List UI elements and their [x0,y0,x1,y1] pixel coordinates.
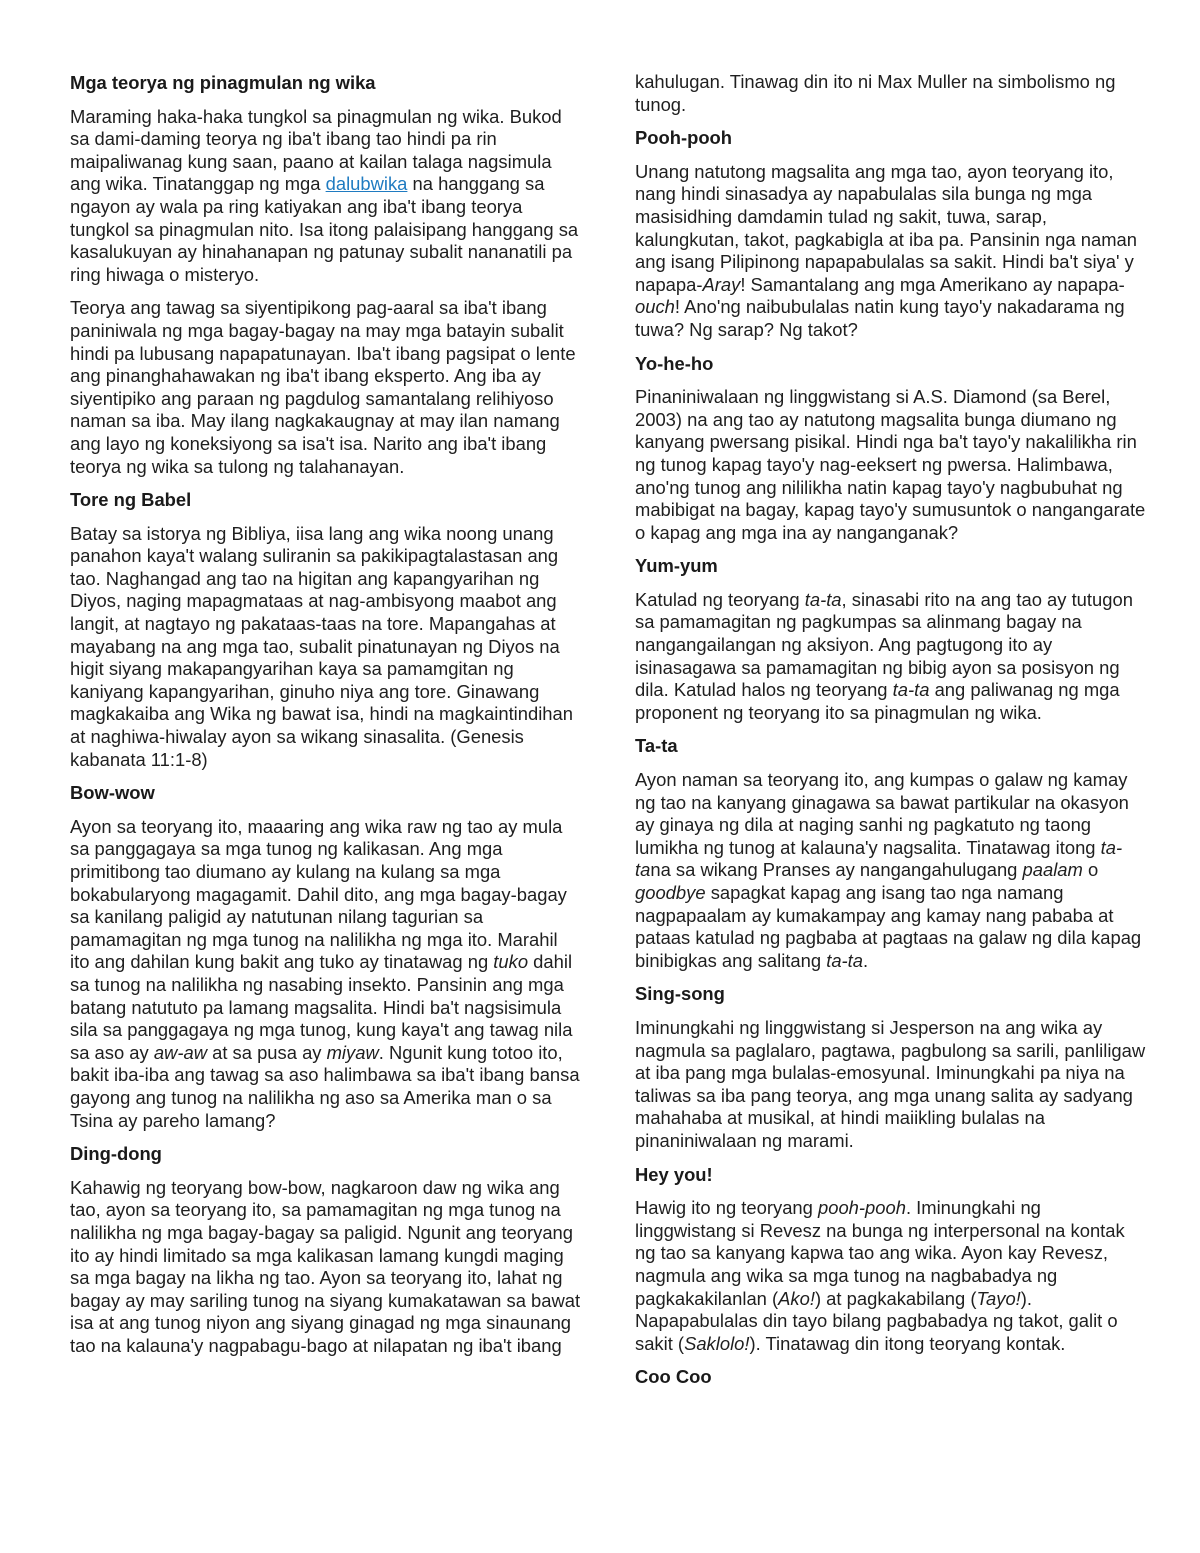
sing-song-paragraph: Iminungkahi ng linggwistang si Jesperson na ang wika ay nagmula sa paglalaro, pagtawa, pagbulong sa sarili, panliligaw at iba pang mga bulalas-emosyunal. Iminungkahi pa niya na taliwas sa iba pang teorya, ang mga unang salita ay sadyang mahahaba at musikal, at hindi maiikling bulalas na pinaniniwalaan ng marami. [635,1016,1146,1151]
pooh-pooh-paragraph: Unang natutong magsalita ang mga tao, ayon teoryang ito, nang hindi sinasadya ay napabulalas sila bunga ng mga masisidhing damdamin tulad ng sakit, tuwa, sarap, kalungkutan, takot, pagkabigla at iba pa. Pansinin nga naman ang isang Pilipinong napapabulalas sa sakit. Hindi ba't siya' y napapa-Aray! Samantalang ang mga Amerikano ay napapa-ouch! Ano'ng naibubulalas natin kung tayo'y nakadarama ng tuwa? Ng sarap? Ng takot? [635,160,1138,340]
intro-paragraph-2: Teorya ang tawag sa siyentipikong pag-aaral sa iba't ibang paniniwala ng mga bagay-bagay na may mga batayin subalit hindi pa lubusang napapatunayan. Iba't ibang pagsipat o lente ang pinanghahawakan ng iba't ibang eksperto. Ang iba ay siyentipiko ang paraan ng pagdulog samantalang relihiyoso naman sa iba. May ilang nagkakaugnay at may ilan namang ang layo ng koneksiyong sa isa't isa. Narito ang iba't ibang teorya ng wika sa tulong ng talahanayan. [70,297,576,477]
section-heading-sing-song: Sing-song [635,983,725,1005]
section-heading-ta-ta: Ta-ta [635,735,678,757]
tore-ng-babel-paragraph: Batay sa istorya ng Bibliya, iisa lang ang wika noong unang panahon kaya't walang suliranin sa pakikipagtalastasan ang tao. Naghangad ang tao na higitan ang kapangyarihan ng Diyos, naging mapagmataas at nag-ambisyong maabot ang langit, at nagtayo ng pakataas-taas na tore. Mapangahas at mayabang na ang mga tao, subalit pinatunayan ng Diyos na higit siyang makapangyarihan kaya sa pamamgitan ng kaniyang kapangyarihan, ginuho niya ang tore. Ginawang magkakaiba ang Wika ng bawat isa, hindi na magkaintindihan at naghiwa-hiwalay ayon sa wikang sinasalita. (Genesis kabanata 11:1-8) [70,522,573,770]
ding-dong-paragraph-continued: kahulugan. Tinawag din ito ni Max Muller na simbolismo ng tunog. [635,71,1116,115]
bow-wow-paragraph: Ayon sa teoryang ito, maaaring ang wika raw ng tao ay mula sa panggagaya sa mga tunog ng kalikasan. Ang mga primitibong tao diumano ay kulang na kulang sa mga bokabularyong magagamit. Dahil dito, ang mga bagay-bagay sa kanilang paligid ay natutunan nilang tagurian sa pamamagitan ng mga tunog na nalilikha ng mga ito. Marahil ito ang dahilan kung bakit ang tuko ay tinatawag ng tuko dahil sa tunog na nalilikha ng nasabing insekto. Pansinin ang mga batang natututo pa lamang magsalita. Hindi ba't nagsisimula sila sa panggagaya ng mga tunog, kung kaya't ang tawag nila sa aso ay aw-aw at sa pusa ay miyaw. Ngunit kung totoo ito, bakit iba-iba ang tawag sa aso halimbawa sa iba't ibang bansa gayong ang tunog na nalilikha ng aso sa Amerika man o sa Tsina ay pareho lamang? [70,815,580,1131]
section-heading-pooh-pooh: Pooh-pooh [635,127,733,149]
section-heading-yo-he-ho: Yo-he-ho [635,352,714,374]
yum-yum-paragraph: Katulad ng teoryang ta-ta, sinasabi rito na ang tao ay tutugon sa pamamagitan ng pagkumpas sa alinmang bagay na nangangailangan ng aksiyon. Ang pagtugong ito ay isinasagawa sa pamamagitan ng bibig ayon sa posisyon ng dila. Katulad halos ng teoryang ta-ta ang paliwanag ng mga proponent ng teoryang ito sa pinagmulan ng wika. [635,588,1133,723]
hey-you-paragraph: Hawig ito ng teoryang pooh-pooh. Iminungkahi ng linggwistang si Revesz na bunga ng interpersonal na kontak ng tao sa kanyang kapwa tao ang wika. Ayon kay Revesz, nagmula ang wika sa mga tunog na nagbabadya ng pagkakakilanlan (Ako!) at pagkakabilang (Tayo!). Napapabulalas din tayo bilang pagbabadya ng takot, galit o sakit (Saklolo!). Tinatawag din itong teoryang kontak. [635,1197,1125,1354]
section-heading-ding-dong: Ding-dong [70,1143,162,1165]
section-heading-bow-wow: Bow-wow [70,782,155,804]
page-title: Mga teorya ng pinagmulan ng wika [70,72,376,93]
ding-dong-paragraph: Kahawig ng teoryang bow-bow, nagkaroon daw ng wika ang tao, ayon sa teoryang ito, sa pamamagitan ng mga tunog na nalilikha ng mga bagay-bagay sa paligid. Ngunit ang teoryang ito ay hindi limitado sa mga kalikasan lamang kungdi maging sa mga bagay na likha ng tao. Ayon sa teoryang ito, lahat ng bagay ay may sariling tunog na siyang kumakatawan sa bawat isa at ang tunog niyon ang siyang ginagad ng mga sinaunang tao na kalauna'y nagpabagu-bago at nilapatan ng iba't ibang [70,1176,581,1356]
section-heading-yum-yum: Yum-yum [635,555,718,577]
section-heading-coo-coo: Coo Coo [635,1366,712,1388]
dalubwika-link[interactable]: dalubwika [325,173,408,195]
section-heading-tore-ng-babel: Tore ng Babel [70,489,192,511]
left-column [70,70,582,1368]
right-column [635,71,1147,1400]
section-heading-hey-you: Hey you! [635,1163,713,1185]
yo-he-ho-paragraph: Pinaniniwalaan ng linggwistang si A.S. Diamond (sa Berel, 2003) na ang tao ay natutong magsalita bunga diumano ng kanyang pwersang pisikal. Hindi nga ba't tayo'y nakalilikha rin ng tunog kapag tayo'y nag-eeksert ng pwersa. Halimbawa, ano'ng tunog ang nililikha natin kapag tayo'y nagbubuhat ng mabibigat na bagay, kapag tayo'y sumusuntok o nangangarate o kapag ang mga ina ay nanganganak? [635,386,1146,543]
ta-ta-paragraph: Ayon naman sa teoryang ito, ang kumpas o galaw ng kamay ng tao na kanyang ginagawa sa bawat partikular na okasyon ay ginaya ng dila at naging sanhi ng pagkatuto ng taong lumikha ng tunog at kalauna'y nagsalita. Tinatawag itong ta-tana sa wikang Pranses ay nangangahulugang paalam o goodbye sapagkat kapag ang isang tao nga namang nagpapaalam ay kumakampay ang kamay nang pababa at pataas katulad ng pagbaba at pagtaas na galaw ng dila kapag binibigkas ang salitang ta-ta. [635,769,1142,971]
intro-paragraph-1: Maraming haka-haka tungkol sa pinagmulan ng wika. Bukod sa dami-daming teorya ng iba't ibang tao hindi pa rin maipaliwanag kung saan, paano at kailan talaga nagsimula ang wika. Tinatanggap ng mga dalubwika na hanggang sa ngayon ay wala pa ring katiyakan ang iba't ibang teorya tungkol sa pinagmulan nito. Isa itong palaisipang hanggang sa kasalukuyan ay hinahanapan ng patunay subalit nananatili pa ring hiwaga o misteryo. [70,105,579,285]
